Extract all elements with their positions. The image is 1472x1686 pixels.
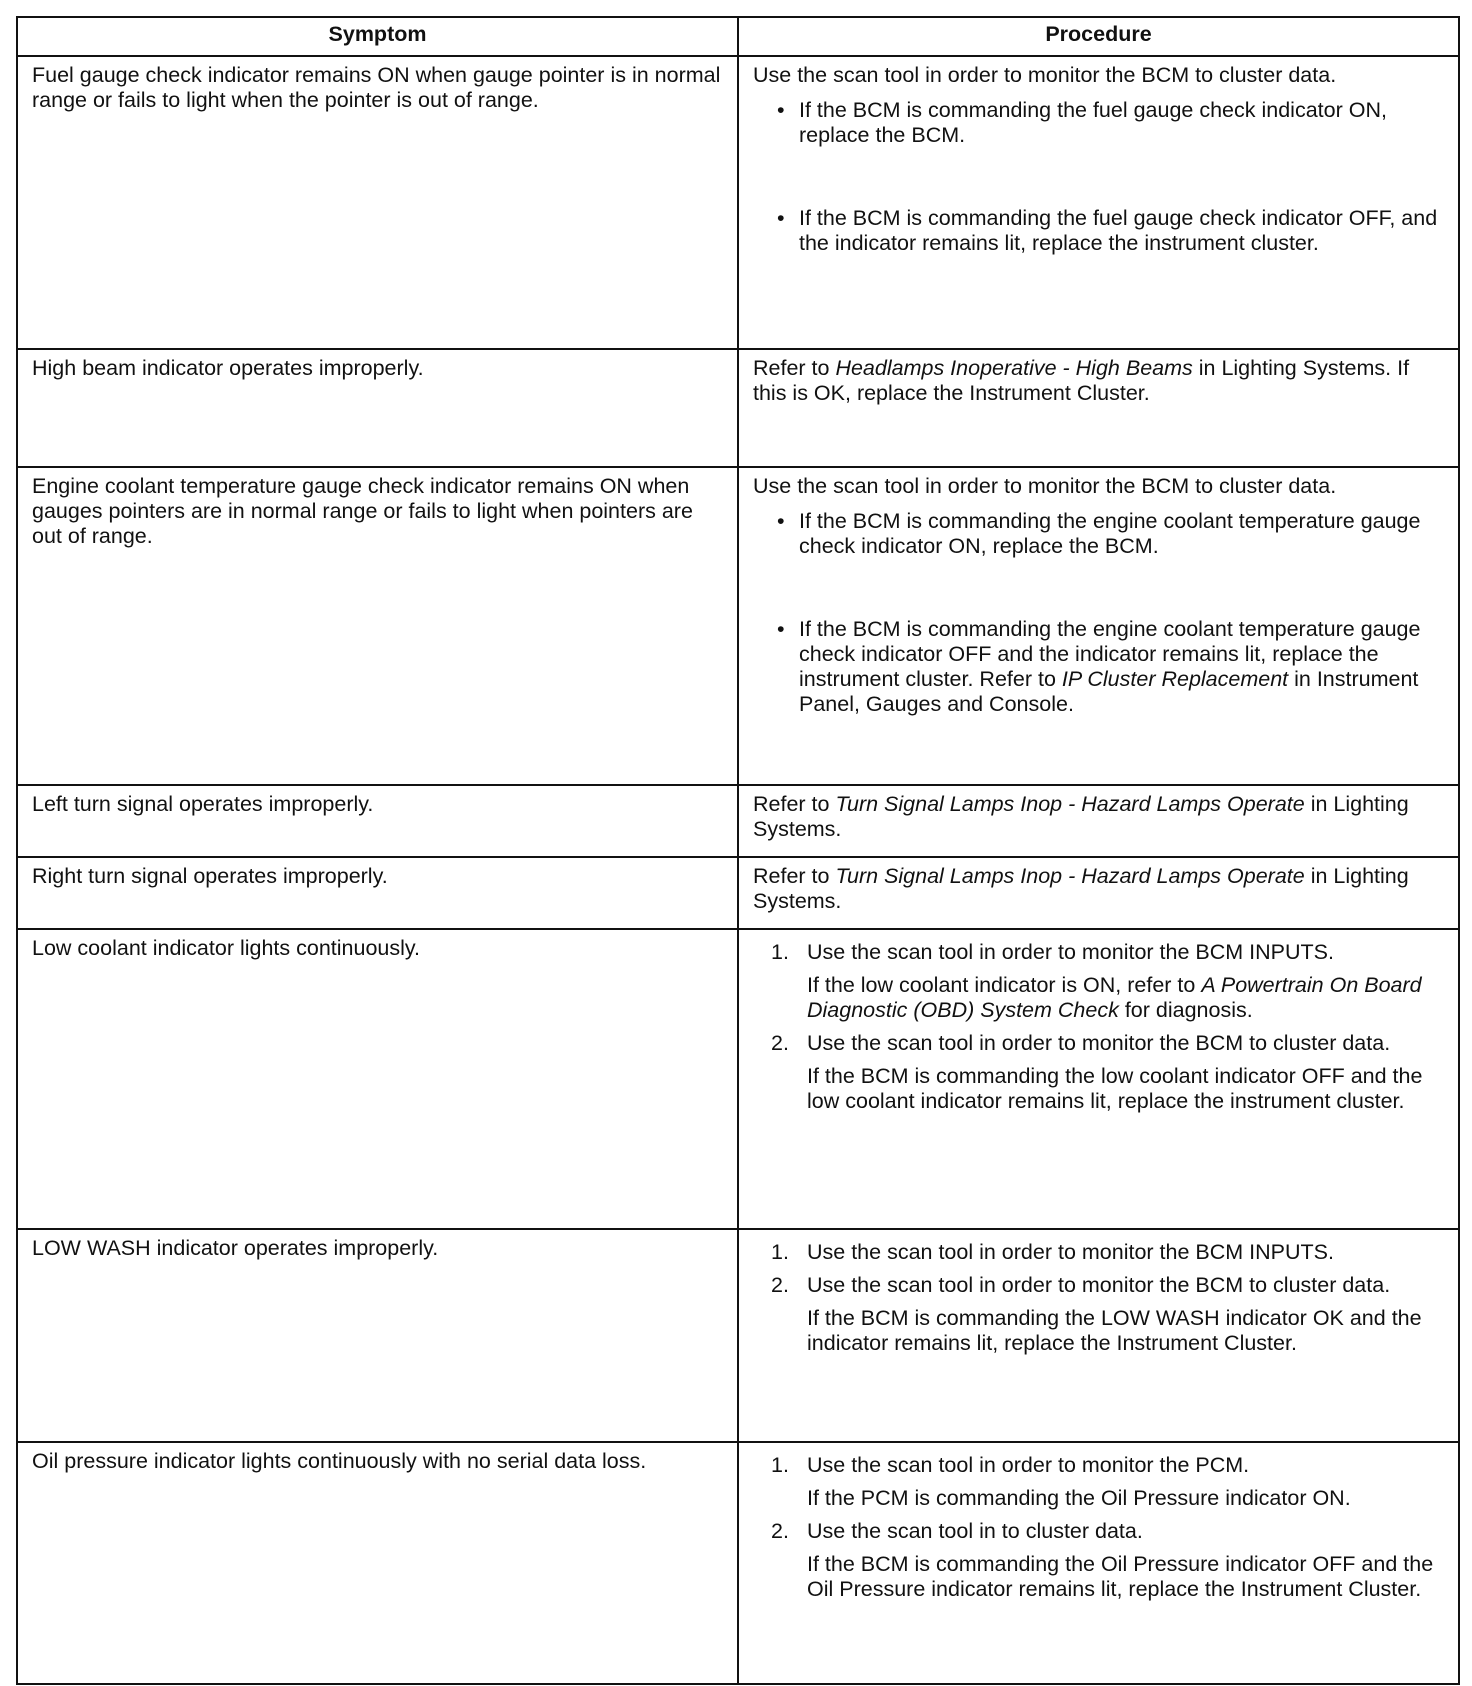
text-segment: in Lighting Systems. If this is OK, replace the Instrument Cluster. xyxy=(753,356,1410,405)
text-segment: for diagnosis. xyxy=(1118,998,1253,1022)
procedure-cell xyxy=(738,56,1459,349)
step-detail xyxy=(753,1306,1446,1356)
header-procedure: Procedure xyxy=(738,17,1459,56)
text-segment: Use the scan tool in order to monitor the PCM. xyxy=(807,1453,1250,1477)
bullet-item xyxy=(753,206,1446,256)
text-segment: Refer to xyxy=(753,792,836,816)
bullet-item xyxy=(753,617,1446,717)
symptom-cell: Engine coolant temperature gauge check indicator remains ON when gauges pointers are in normal range or fails to light when pointers are out of range. xyxy=(17,467,738,785)
table-row xyxy=(17,1229,1459,1442)
text-segment: Use the scan tool in order to monitor the BCM to cluster data. xyxy=(807,1273,1391,1297)
text-segment: Use the scan tool in order to monitor the BCM to cluster data. xyxy=(753,63,1337,87)
step-detail xyxy=(753,1064,1446,1114)
step-number: 2. xyxy=(771,1519,789,1543)
numbered-step xyxy=(753,940,1446,965)
step-number: 1. xyxy=(771,1453,789,1477)
numbered-step xyxy=(753,1031,1446,1056)
symptom-cell: Low coolant indicator lights continuously. xyxy=(17,929,738,1229)
text-segment: If the BCM is commanding the engine coolant temperature gauge check indicator ON, replace the BCM. xyxy=(799,509,1421,558)
symptom-cell: High beam indicator operates improperly. xyxy=(17,349,738,467)
text-segment: Refer to xyxy=(753,356,836,380)
procedure-paragraph xyxy=(753,356,1446,406)
reference-link-text: Turn Signal Lamps Inop - Hazard Lamps Operate xyxy=(835,792,1305,816)
reference-link-text: Turn Signal Lamps Inop - Hazard Lamps Operate xyxy=(835,864,1305,888)
text-segment: If the BCM is commanding the engine coolant temperature gauge check indicator OFF and the indicator remains lit, replace the instrument cluster. Refer to xyxy=(799,617,1421,691)
text-segment: Use the scan tool in order to monitor the BCM to cluster data. xyxy=(807,1031,1391,1055)
text-segment: Use the scan tool in order to monitor the BCM INPUTS. xyxy=(807,1240,1334,1264)
procedure-cell xyxy=(738,349,1459,467)
step-detail xyxy=(753,1552,1446,1602)
spacer xyxy=(753,158,1446,198)
symptom-procedure-table xyxy=(16,16,1460,1685)
text-segment: If the low coolant indicator is ON, refer to xyxy=(807,973,1202,997)
symptom-cell: LOW WASH indicator operates improperly. xyxy=(17,1229,738,1442)
table-row xyxy=(17,1442,1459,1684)
procedure-cell xyxy=(738,1442,1459,1684)
text-segment: in Instrument Panel, Gauges and Console. xyxy=(799,667,1419,716)
step-number: 2. xyxy=(771,1273,789,1297)
numbered-step xyxy=(753,1240,1446,1265)
numbered-step xyxy=(753,1453,1446,1478)
bullet-item xyxy=(753,98,1446,148)
text-segment: If the BCM is commanding the fuel gauge check indicator ON, replace the BCM. xyxy=(799,98,1387,147)
table-row xyxy=(17,467,1459,785)
text-segment: If the BCM is commanding the LOW WASH indicator OK and the indicator remains lit, replace the Instrument Cluster. xyxy=(807,1306,1422,1355)
step-detail xyxy=(753,1486,1446,1511)
spacer xyxy=(753,569,1446,609)
procedure-paragraph xyxy=(753,792,1446,842)
procedure-cell xyxy=(738,785,1459,857)
reference-link-text: A Powertrain On Board Diagnostic (OBD) System Check xyxy=(807,973,1422,1022)
text-segment: Use the scan tool in to cluster data. xyxy=(807,1519,1143,1543)
step-detail xyxy=(753,973,1446,1023)
symptom-cell: Right turn signal operates improperly. xyxy=(17,857,738,929)
procedure-paragraph xyxy=(753,63,1446,88)
text-segment: If the PCM is commanding the Oil Pressure indicator ON. xyxy=(807,1486,1351,1510)
header-symptom: Symptom xyxy=(17,17,738,56)
table-row xyxy=(17,56,1459,349)
symptom-cell: Fuel gauge check indicator remains ON when gauge pointer is in normal range or fails to light when the pointer is out of range. xyxy=(17,56,738,349)
table-row xyxy=(17,785,1459,857)
symptom-cell: Oil pressure indicator lights continuously with no serial data loss. xyxy=(17,1442,738,1684)
step-number: 2. xyxy=(771,1031,789,1055)
bullet-item xyxy=(753,509,1446,559)
numbered-step xyxy=(753,1519,1446,1544)
bullet-marker: • xyxy=(777,509,785,533)
text-segment: If the BCM is commanding the low coolant indicator OFF and the low coolant indicator remains lit, replace the instrument cluster. xyxy=(807,1064,1423,1113)
reference-link-text: Headlamps Inoperative - High Beams xyxy=(835,356,1193,380)
text-segment: If the BCM is commanding the fuel gauge check indicator OFF, and the indicator remains lit, replace the instrument cluster. xyxy=(799,206,1438,255)
reference-link-text: IP Cluster Replacement xyxy=(1061,667,1289,691)
bullet-marker: • xyxy=(777,617,785,641)
bullet-marker: • xyxy=(777,98,785,122)
procedure-paragraph xyxy=(753,864,1446,914)
text-segment: in Lighting Systems. xyxy=(753,792,1409,841)
symptom-cell: Left turn signal operates improperly. xyxy=(17,785,738,857)
table-header-row xyxy=(17,17,1459,56)
procedure-cell xyxy=(738,929,1459,1229)
procedure-cell xyxy=(738,1229,1459,1442)
table-row xyxy=(17,929,1459,1229)
step-number: 1. xyxy=(771,1240,789,1264)
procedure-cell xyxy=(738,857,1459,929)
procedure-cell xyxy=(738,467,1459,785)
step-number: 1. xyxy=(771,940,789,964)
text-segment: Use the scan tool in order to monitor the BCM INPUTS. xyxy=(807,940,1334,964)
procedure-paragraph xyxy=(753,474,1446,499)
bullet-marker: • xyxy=(777,206,785,230)
table-row xyxy=(17,349,1459,467)
text-segment: If the BCM is commanding the Oil Pressure indicator OFF and the Oil Pressure indicator remains lit, replace the Instrument Cluster. xyxy=(807,1552,1434,1601)
numbered-step xyxy=(753,1273,1446,1298)
text-segment: Refer to xyxy=(753,864,836,888)
text-segment: in Lighting Systems. xyxy=(753,864,1409,913)
text-segment: Use the scan tool in order to monitor the BCM to cluster data. xyxy=(753,474,1337,498)
table-row xyxy=(17,857,1459,929)
